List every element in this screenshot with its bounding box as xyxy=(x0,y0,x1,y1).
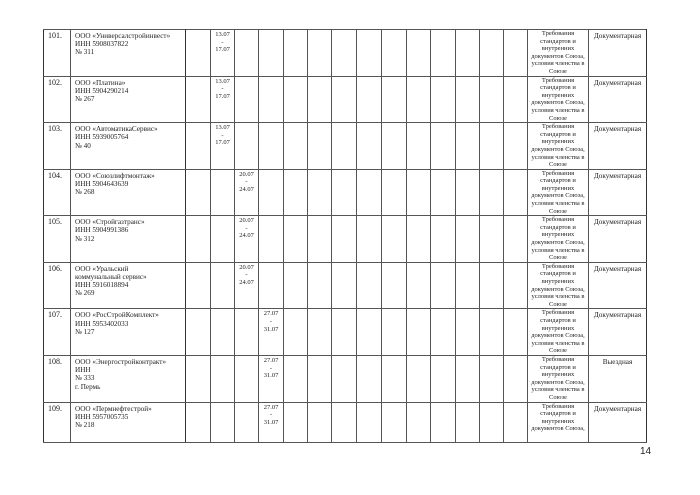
period-date-to: 17.07 xyxy=(215,139,230,147)
empty-period-cell xyxy=(456,30,480,77)
period-date-sep: - xyxy=(221,85,224,93)
empty-period-cell xyxy=(332,30,357,77)
organization-cell xyxy=(71,30,186,77)
empty-period-cell xyxy=(357,402,382,442)
inspection-period xyxy=(235,169,259,216)
inspection-form: Документарная xyxy=(589,30,647,77)
subject-line: стандартов и xyxy=(540,177,576,185)
empty-period-cell xyxy=(332,355,357,402)
empty-period-cell xyxy=(431,402,456,442)
empty-period-cell xyxy=(382,30,407,77)
organization-name: ООО «РосСтройКомплект» xyxy=(75,311,159,320)
empty-period-cell xyxy=(456,123,480,170)
empty-period-cell xyxy=(431,262,456,309)
empty-period-cell xyxy=(407,216,431,263)
subject-line: Требования xyxy=(541,123,575,131)
empty-period-cell xyxy=(332,169,357,216)
subject-line: Союзе xyxy=(549,254,567,262)
organization-name: ООО «Союзлифтмонтаж» xyxy=(75,171,155,180)
empty-period-cell xyxy=(431,355,456,402)
empty-period-cell xyxy=(332,402,357,442)
row-number: 108. xyxy=(44,355,71,402)
subject-line: Требования xyxy=(541,169,575,177)
period-date-to: 31.07 xyxy=(263,418,279,426)
period-date-sep: - xyxy=(221,131,224,139)
subject-line: стандартов и xyxy=(540,84,576,92)
subject-line: внутренних xyxy=(541,278,575,285)
empty-period-cell xyxy=(431,216,456,263)
organization-name: ООО «Энергостройконтракт» xyxy=(75,357,167,366)
empty-period-cell xyxy=(357,123,382,170)
inspection-form: Выездная xyxy=(589,355,647,402)
inspection-period xyxy=(259,309,284,356)
inspection-period xyxy=(235,216,259,263)
empty-period-cell xyxy=(259,76,284,123)
empty-period-cell xyxy=(456,76,480,123)
empty-period-cell xyxy=(308,355,332,402)
subject-line: Союзе xyxy=(549,114,567,122)
subject-line: условия членства в xyxy=(531,60,585,68)
subject-line: документов Союза, xyxy=(531,285,585,293)
empty-period-cell xyxy=(407,355,431,402)
empty-period-cell xyxy=(480,216,504,263)
inspection-subject xyxy=(528,355,589,402)
organization-cell xyxy=(71,169,186,216)
page-number: 14 xyxy=(640,446,652,457)
row-number: 106. xyxy=(44,262,71,309)
empty-period-cell xyxy=(308,30,332,77)
empty-period-cell xyxy=(235,30,259,77)
inspection-subject xyxy=(528,169,589,216)
subject-line: внутренних xyxy=(541,417,575,425)
organization-reg: № 218 xyxy=(75,420,95,429)
empty-period-cell xyxy=(407,262,431,309)
empty-period-cell xyxy=(186,309,211,356)
empty-period-cell xyxy=(456,169,480,216)
subject-line: внутренних xyxy=(541,371,575,379)
organization-reg: № 312 xyxy=(75,234,95,243)
organization-name: ООО «Платина» xyxy=(75,78,126,87)
inspection-period xyxy=(259,355,284,402)
organization-name: ООО «Пермнефтестрой» xyxy=(75,404,152,413)
organization-inn: ИНН 5939005764 xyxy=(75,133,129,142)
subject-line: Требования xyxy=(541,402,575,410)
empty-period-cell xyxy=(456,355,480,402)
empty-period-cell xyxy=(259,123,284,170)
table-row xyxy=(44,355,647,402)
period-date-to: 24.07 xyxy=(239,279,254,286)
empty-period-cell xyxy=(382,355,407,402)
empty-period-cell xyxy=(431,76,456,123)
inspection-form: Документарная xyxy=(589,262,647,309)
empty-period-cell xyxy=(332,309,357,356)
table-row xyxy=(44,123,647,170)
empty-period-cell xyxy=(211,262,235,309)
table-row xyxy=(44,216,647,263)
subject-line: условия членства в xyxy=(531,339,585,347)
organization-inn: ИНН 5904643639 xyxy=(75,179,129,188)
period-date-to: 17.07 xyxy=(215,92,230,100)
subject-line: Союзе xyxy=(549,161,567,169)
inspection-form: Документарная xyxy=(589,169,647,216)
empty-period-cell xyxy=(480,76,504,123)
empty-period-cell xyxy=(308,123,332,170)
empty-period-cell xyxy=(332,76,357,123)
organization-inn: ИНН 5957005735 xyxy=(75,412,129,421)
subject-line: Требования xyxy=(541,355,575,363)
empty-period-cell xyxy=(382,76,407,123)
empty-period-cell xyxy=(284,76,308,123)
period-date-to: 17.07 xyxy=(215,46,230,54)
empty-period-cell xyxy=(186,76,211,123)
organization-inn: ИНН 5904991386 xyxy=(75,226,129,235)
empty-period-cell xyxy=(456,216,480,263)
empty-period-cell xyxy=(407,402,431,442)
subject-line: внутренних xyxy=(541,231,575,239)
subject-line: условия членства в xyxy=(531,200,585,208)
empty-period-cell xyxy=(284,355,308,402)
subject-line: условия членства в xyxy=(531,293,585,301)
empty-period-cell xyxy=(431,169,456,216)
subject-line: документов Союза, xyxy=(531,378,585,386)
inspection-period xyxy=(211,123,235,170)
empty-period-cell xyxy=(186,262,211,309)
empty-period-cell xyxy=(431,309,456,356)
organization-inn: ИНН 5904290214 xyxy=(75,86,129,95)
empty-period-cell xyxy=(480,123,504,170)
empty-period-cell xyxy=(382,402,407,442)
organization-cell xyxy=(71,402,186,442)
row-number: 107. xyxy=(44,309,71,356)
organization-reg: № 311 xyxy=(75,48,95,57)
subject-line: Союзе xyxy=(549,393,567,401)
empty-period-cell xyxy=(504,30,528,77)
organization-inn: ИНН xyxy=(75,366,91,375)
subject-line: стандартов и xyxy=(540,130,576,138)
empty-period-cell xyxy=(407,123,431,170)
organization-reg: № 333 xyxy=(75,374,95,383)
period-date-to: 24.07 xyxy=(239,232,254,240)
empty-period-cell xyxy=(357,309,382,356)
empty-period-cell xyxy=(211,402,235,442)
empty-period-cell xyxy=(504,216,528,263)
table-row xyxy=(44,76,647,123)
period-date-sep: - xyxy=(245,178,248,186)
empty-period-cell xyxy=(211,216,235,263)
period-date-from: 20.07 xyxy=(239,170,254,178)
period-date-from: 27.07 xyxy=(263,356,279,364)
empty-period-cell xyxy=(480,169,504,216)
empty-period-cell xyxy=(504,123,528,170)
organization-name: ООО «Стройгазтранс» xyxy=(75,218,145,227)
period-date-to: 24.07 xyxy=(239,185,254,193)
subject-line: стандартов и xyxy=(540,316,576,324)
empty-period-cell xyxy=(431,30,456,77)
subject-line: стандартов и xyxy=(540,363,576,371)
subject-line: документов Союза, xyxy=(531,52,585,60)
subject-line: документов Союза, xyxy=(531,332,585,340)
empty-period-cell xyxy=(235,402,259,442)
empty-period-cell xyxy=(259,30,284,77)
subject-line: Требования xyxy=(541,262,575,270)
empty-period-cell xyxy=(456,309,480,356)
subject-line: условия членства в xyxy=(531,386,585,394)
empty-period-cell xyxy=(308,402,332,442)
empty-period-cell xyxy=(332,262,357,309)
organization-reg: № 269 xyxy=(75,289,95,298)
organization-cell xyxy=(71,355,186,402)
period-date-to: 31.07 xyxy=(263,372,279,380)
organization-city: г. Пермь xyxy=(75,382,101,391)
table-row xyxy=(44,262,647,309)
empty-period-cell xyxy=(407,309,431,356)
table-row xyxy=(44,402,647,442)
subject-line: Требования xyxy=(541,30,575,37)
inspection-form: Документарная xyxy=(589,402,647,442)
organization-reg: № 267 xyxy=(75,94,95,103)
subject-line: внутренних xyxy=(541,324,575,332)
empty-period-cell xyxy=(357,262,382,309)
inspection-subject xyxy=(528,123,589,170)
empty-period-cell xyxy=(480,262,504,309)
empty-period-cell xyxy=(211,169,235,216)
subject-line: документов Союза, xyxy=(531,239,585,247)
empty-period-cell xyxy=(456,402,480,442)
period-date-from: 20.07 xyxy=(239,217,254,225)
inspection-form: Документарная xyxy=(589,123,647,170)
period-date-from: 27.07 xyxy=(263,403,279,411)
table-row xyxy=(44,169,647,216)
empty-period-cell xyxy=(284,169,308,216)
empty-period-cell xyxy=(332,216,357,263)
empty-period-cell xyxy=(308,262,332,309)
empty-period-cell xyxy=(186,123,211,170)
organization-inn: ИНН 5908037822 xyxy=(75,40,129,49)
empty-period-cell xyxy=(456,262,480,309)
empty-period-cell xyxy=(308,216,332,263)
inspection-subject xyxy=(528,76,589,123)
organization-cell xyxy=(71,262,186,309)
empty-period-cell xyxy=(504,355,528,402)
empty-period-cell xyxy=(284,123,308,170)
inspection-form: Документарная xyxy=(589,309,647,356)
organization-name: ООО «Уральский xyxy=(75,264,129,273)
row-number: 103. xyxy=(44,123,71,170)
subject-line: Союзе xyxy=(549,347,567,355)
empty-period-cell xyxy=(357,355,382,402)
subject-line: стандартов и xyxy=(540,270,576,278)
inspection-period xyxy=(211,30,235,77)
empty-period-cell xyxy=(504,76,528,123)
empty-period-cell xyxy=(284,216,308,263)
inspection-subject xyxy=(528,216,589,263)
subject-line: Союзе xyxy=(549,207,567,215)
organization-reg: № 127 xyxy=(75,327,95,336)
organization-reg: № 40 xyxy=(75,141,91,150)
empty-period-cell xyxy=(504,169,528,216)
empty-period-cell xyxy=(211,355,235,402)
period-date-sep: - xyxy=(269,364,273,372)
organization-inn: ИНН 5916018894 xyxy=(75,281,129,290)
empty-period-cell xyxy=(407,76,431,123)
row-number: 104. xyxy=(44,169,71,216)
empty-period-cell xyxy=(284,30,308,77)
subject-line: Союзе xyxy=(549,300,567,308)
subject-line: Требования xyxy=(541,309,575,317)
row-number: 109. xyxy=(44,402,71,442)
subject-line: внутренних xyxy=(541,138,575,146)
table-row xyxy=(44,30,647,77)
period-date-to: 31.07 xyxy=(263,325,279,333)
empty-period-cell xyxy=(504,262,528,309)
subject-line: документов Союза, xyxy=(531,145,585,153)
period-date-from: 13.07 xyxy=(215,77,230,85)
inspection-schedule-table xyxy=(43,29,647,443)
empty-period-cell xyxy=(504,402,528,442)
empty-period-cell xyxy=(480,309,504,356)
empty-period-cell xyxy=(382,169,407,216)
empty-period-cell xyxy=(259,262,284,309)
empty-period-cell xyxy=(407,30,431,77)
empty-period-cell xyxy=(308,76,332,123)
inspection-subject xyxy=(528,309,589,356)
empty-period-cell xyxy=(357,30,382,77)
inspection-subject xyxy=(528,402,589,442)
subject-line: условия членства в xyxy=(531,106,585,114)
subject-line: стандартов и xyxy=(540,37,576,45)
subject-line: Требования xyxy=(541,76,575,84)
subject-line: Требования xyxy=(541,216,575,224)
period-date-sep: - xyxy=(269,317,273,325)
inspection-subject xyxy=(528,262,589,309)
inspection-period xyxy=(235,262,259,309)
organization-name: ООО «АвтоматикаСервис» xyxy=(75,125,158,134)
empty-period-cell xyxy=(259,216,284,263)
empty-period-cell xyxy=(284,309,308,356)
period-date-sep: - xyxy=(221,38,224,46)
inspection-form: Документарная xyxy=(589,76,647,123)
empty-period-cell xyxy=(382,216,407,263)
period-date-from: 13.07 xyxy=(215,31,230,38)
subject-line: документов Союза, xyxy=(531,192,585,200)
empty-period-cell xyxy=(431,123,456,170)
empty-period-cell xyxy=(235,123,259,170)
empty-period-cell xyxy=(480,30,504,77)
empty-period-cell xyxy=(186,169,211,216)
inspection-subject xyxy=(528,30,589,77)
empty-period-cell xyxy=(235,355,259,402)
subject-line: документов Союза, xyxy=(531,425,585,433)
empty-period-cell xyxy=(480,402,504,442)
subject-line: условия членства в xyxy=(531,246,585,254)
period-date-from: 20.07 xyxy=(239,263,254,271)
subject-line: внутренних xyxy=(541,184,575,192)
inspection-form: Документарная xyxy=(589,216,647,263)
empty-period-cell xyxy=(382,123,407,170)
subject-line: условия членства в xyxy=(531,153,585,161)
organization-cell xyxy=(71,309,186,356)
period-date-from: 27.07 xyxy=(263,310,279,318)
organization-reg: № 268 xyxy=(75,188,95,197)
row-number: 101. xyxy=(44,30,71,77)
empty-period-cell xyxy=(186,355,211,402)
organization-name: ООО «Универсалстройинвест» xyxy=(75,32,171,40)
subject-line: внутренних xyxy=(541,91,575,99)
organization-cell xyxy=(71,76,186,123)
organization-inn: ИНН 5953402033 xyxy=(75,319,129,328)
period-date-from: 13.07 xyxy=(215,124,230,132)
empty-period-cell xyxy=(382,309,407,356)
empty-period-cell xyxy=(235,76,259,123)
empty-period-cell xyxy=(259,169,284,216)
row-number: 105. xyxy=(44,216,71,263)
empty-period-cell xyxy=(480,355,504,402)
empty-period-cell xyxy=(186,30,211,77)
inspection-period xyxy=(211,76,235,123)
organization-cell xyxy=(71,123,186,170)
empty-period-cell xyxy=(332,123,357,170)
empty-period-cell xyxy=(186,402,211,442)
table-row xyxy=(44,309,647,356)
period-date-sep: - xyxy=(245,224,248,232)
empty-period-cell xyxy=(407,169,431,216)
empty-period-cell xyxy=(235,309,259,356)
empty-period-cell xyxy=(284,262,308,309)
period-date-sep: - xyxy=(245,271,248,279)
row-number: 102. xyxy=(44,76,71,123)
empty-period-cell xyxy=(308,169,332,216)
organization-cell xyxy=(71,216,186,263)
empty-period-cell xyxy=(357,216,382,263)
empty-period-cell xyxy=(211,309,235,356)
subject-line: Союзе xyxy=(549,67,567,75)
empty-period-cell xyxy=(186,216,211,263)
empty-period-cell xyxy=(308,309,332,356)
empty-period-cell xyxy=(357,169,382,216)
period-date-sep: - xyxy=(269,411,273,419)
inspection-period xyxy=(259,402,284,442)
subject-line: документов Союза, xyxy=(531,99,585,107)
empty-period-cell xyxy=(357,76,382,123)
subject-line: стандартов и xyxy=(540,410,576,418)
organization-name2: коммунальный сервис» xyxy=(75,273,147,282)
subject-line: внутренних xyxy=(541,45,575,53)
empty-period-cell xyxy=(504,309,528,356)
subject-line: стандартов и xyxy=(540,223,576,231)
empty-period-cell xyxy=(284,402,308,442)
empty-period-cell xyxy=(382,262,407,309)
